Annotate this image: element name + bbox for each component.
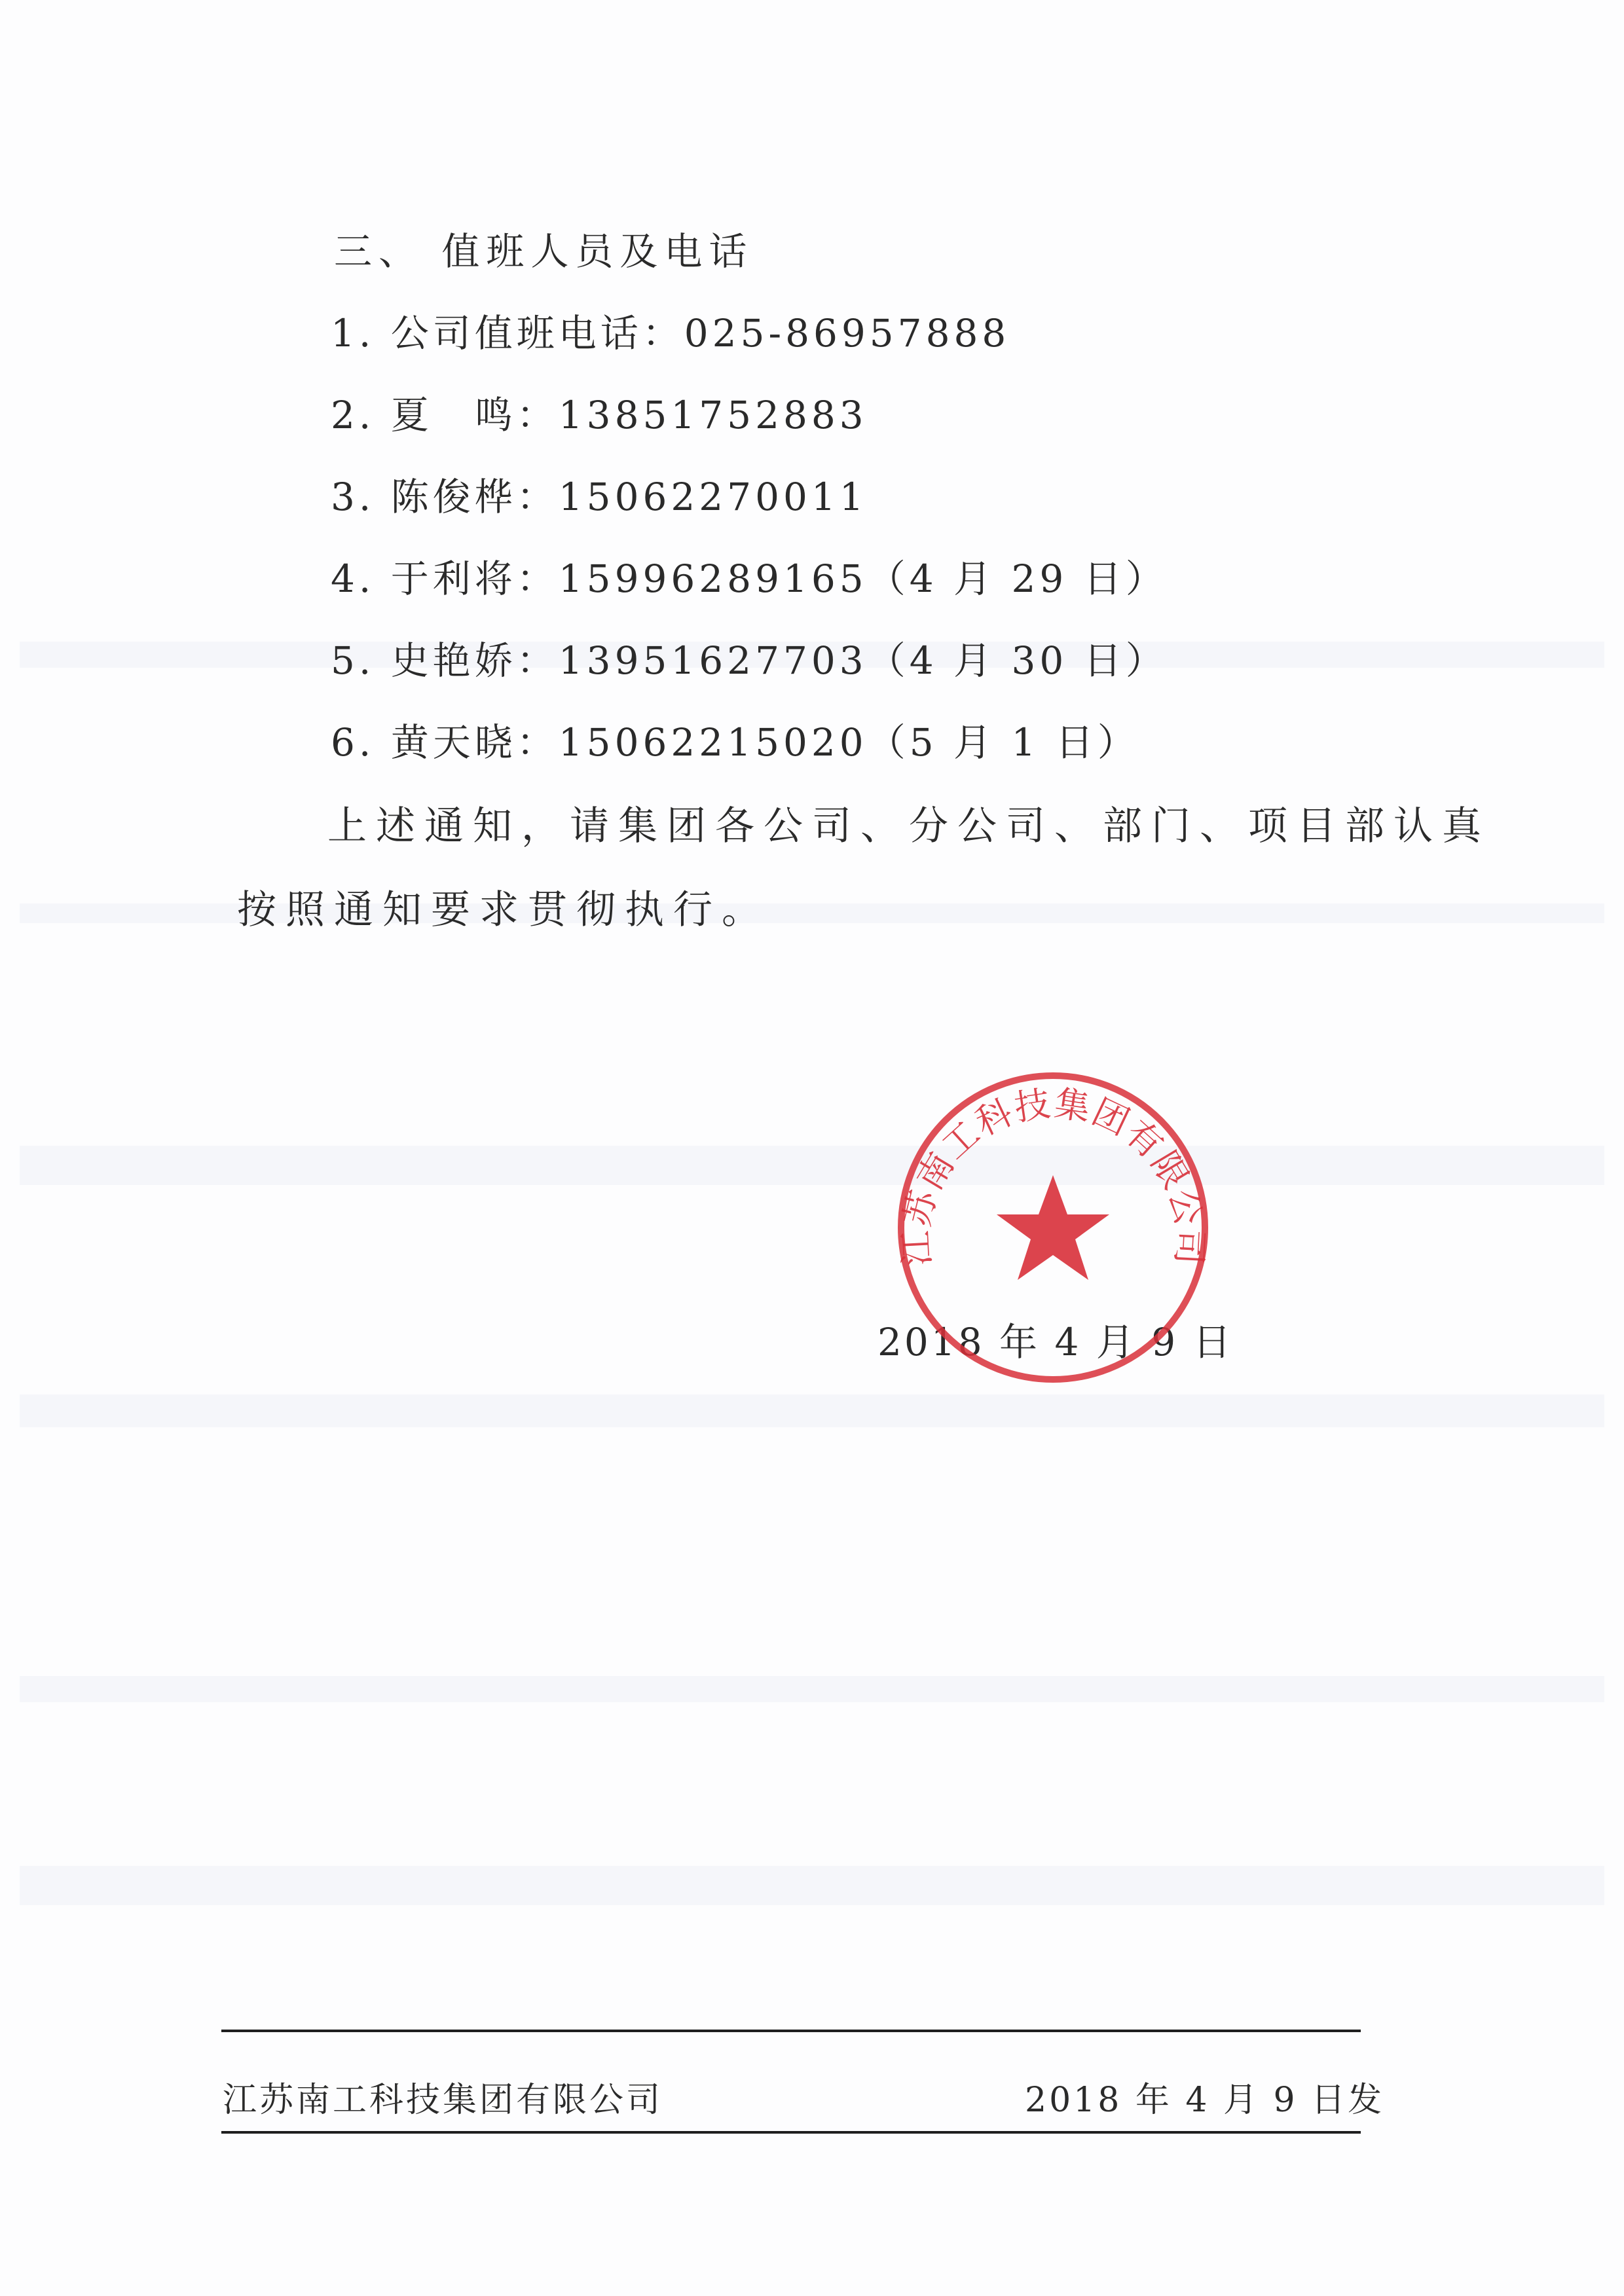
duty-contact-line: 2. 夏 鸣：13851752883	[331, 393, 868, 437]
section-heading: 三、 值班人员及电话	[334, 229, 754, 274]
seal-text: 江苏南工科技集团有限公司	[895, 1082, 1211, 1267]
scan-band	[20, 1866, 1604, 1905]
signature-date: 2018 年 4 月 9 日	[877, 1320, 1234, 1364]
closing-paragraph-line: 按照通知要求贯彻执行。	[237, 887, 770, 933]
seal-star-icon	[997, 1175, 1109, 1280]
footer-issuer: 江苏南工科技集团有限公司	[223, 2081, 663, 2120]
scan-band	[20, 1676, 1604, 1702]
duty-contact-line: 1. 公司值班电话：025-86957888	[331, 311, 1010, 355]
scan-band	[20, 1146, 1604, 1185]
duty-contact-line: 3. 陈俊桦：15062270011	[331, 475, 868, 519]
scan-band	[20, 1394, 1604, 1427]
footer-top-rule	[221, 2030, 1361, 2032]
closing-paragraph-line: 上述通知，请集团各公司、分公司、部门、项目部认真	[327, 803, 1490, 849]
duty-contact-line: 6. 黄天晓：15062215020（5 月 1 日）	[331, 720, 1139, 765]
footer-issue-date: 2018 年 4 月 9 日发	[1025, 2081, 1385, 2120]
duty-contact-line: 4. 于利将：15996289165（4 月 29 日）	[331, 556, 1168, 601]
footer-bottom-rule	[221, 2131, 1361, 2134]
duty-contact-line: 5. 史艳娇：13951627703（4 月 30 日）	[331, 638, 1168, 683]
